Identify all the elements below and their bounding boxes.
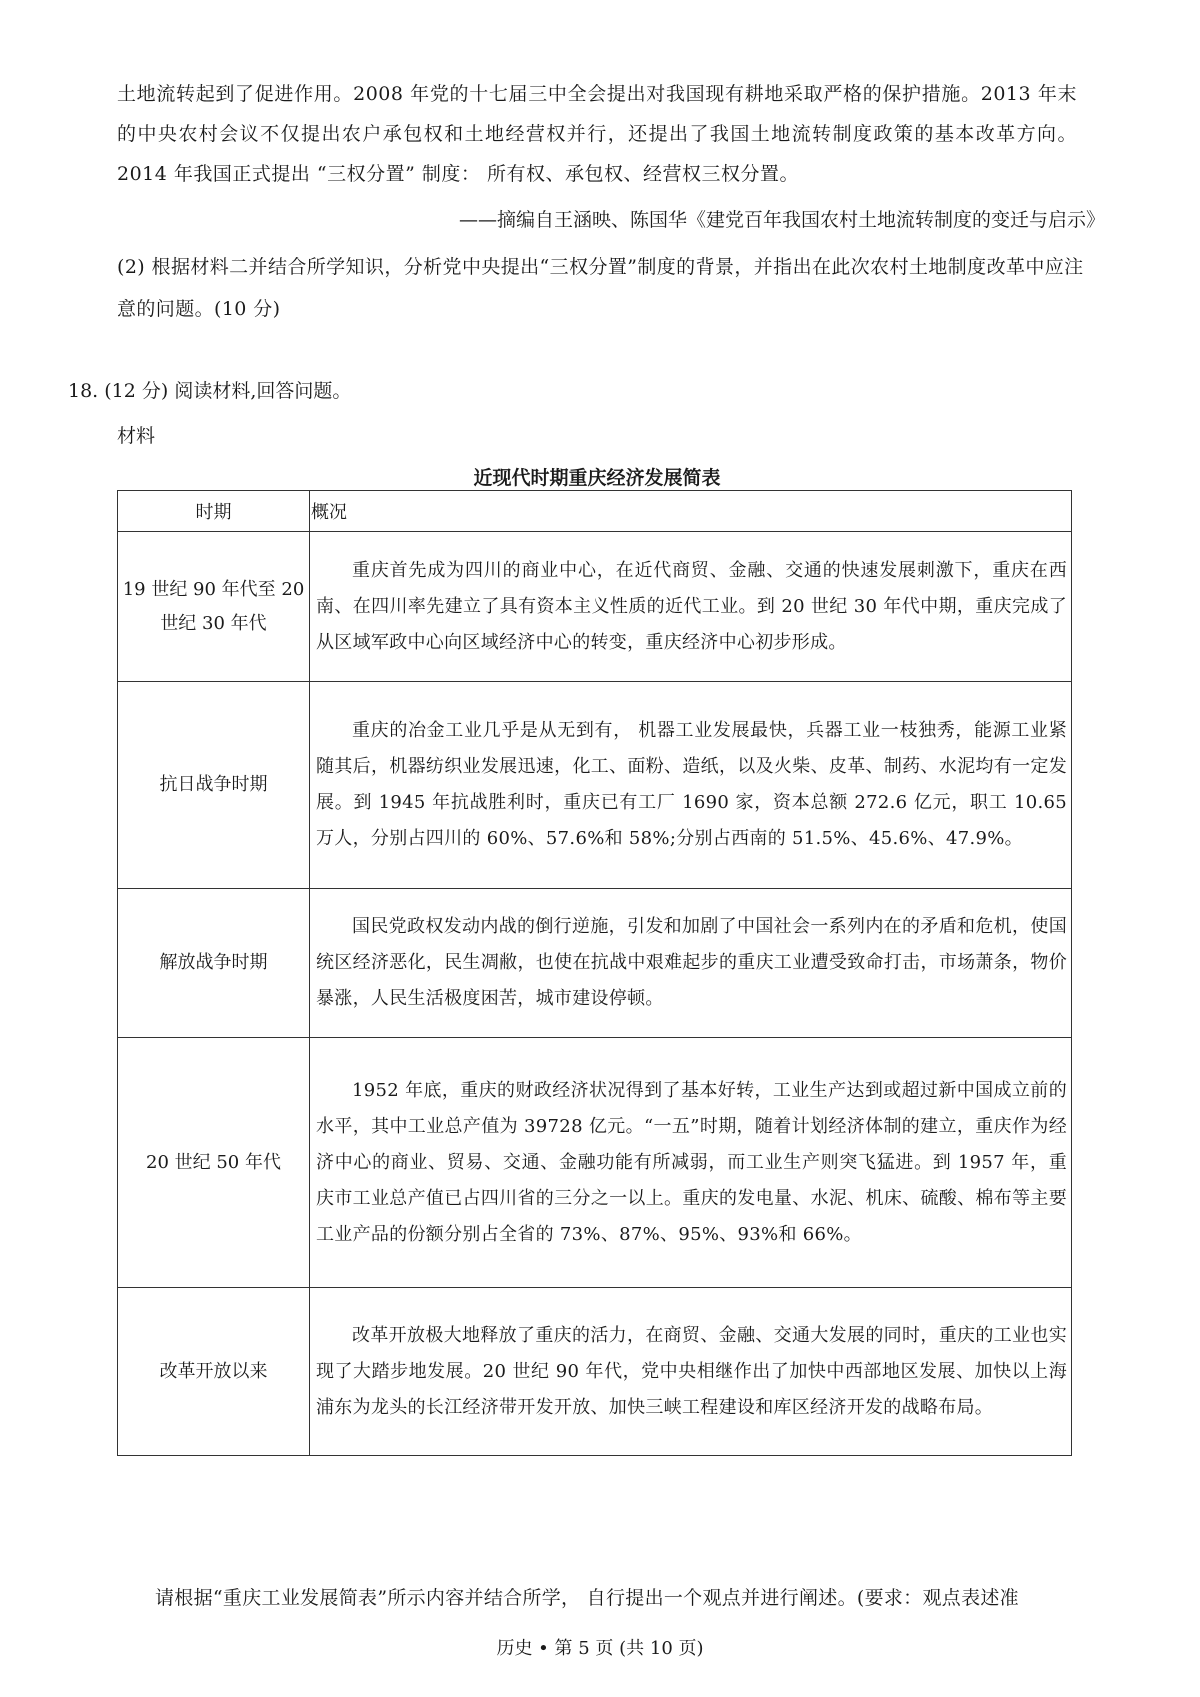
table-header-row — [118, 491, 1072, 532]
period-cell: 19 世纪 90 年代至 20 世纪 30 年代 — [118, 532, 310, 682]
period-cell: 抗日战争时期 — [118, 682, 310, 889]
overview-cell: 国民党政权发动内战的倒行逆施，引发和加剧了中国社会一系列内在的矛盾和危机，使国统区经济恶化，民生凋敝，也使在抗战中艰难起步的重庆工业遭受致命打击，市场萧条，物价暴涨，人民生活极度困苦，城市建设停顿。 — [310, 889, 1072, 1038]
table-row — [118, 1038, 1072, 1288]
overview-cell: 1952 年底，重庆的财政经济状况得到了基本好转，工业生产达到或超过新中国成立前的水平，其中工业总产值为 39728 亿元。“一五”时期，随着计划经济体制的建立，重庆作为经济中心的商业、贸易、交通、金融功能有所减弱，而工业生产则突飞猛进。到 1957 年，重庆市工业总产值已占四川省的三分之一以上。重庆的发电量、水泥、机床、硫酸、棉布等主要工业产品的份额分别占全省的 73%、87%、95%、93%和 66%。 — [310, 1038, 1072, 1288]
period-cell: 解放战争时期 — [118, 889, 310, 1038]
table-row — [118, 889, 1072, 1038]
column-header-period: 时期 — [118, 491, 310, 532]
economy-table — [117, 490, 1072, 1456]
closing-instruction: 请根据“重庆工业发展简表”所示内容并结合所学， 自行提出一个观点并进行阐述。(要求：观点表述准 — [155, 1587, 1019, 1609]
column-header-overview: 概况 — [310, 491, 1072, 532]
table-row — [118, 532, 1072, 682]
overview-cell: 重庆的冶金工业几乎是从无到有， 机器工业发展最快，兵器工业一枝独秀，能源工业紧随其后，机器纺织业发展迅速，化工、面粉、造纸，以及火柴、皮革、制药、水泥均有一定发展。到 1945 年抗战胜利时，重庆已有工厂 1690 家，资本总额 272.6 亿元，职工 10.65 万人，分别占四川的 60%、57.6%和 58%;分别占西南的 51.5%、45.6%、47.9%。 — [310, 682, 1072, 889]
overview-cell: 重庆首先成为四川的商业中心，在近代商贸、金融、交通的快速发展刺激下，重庆在西南、在四川率先建立了具有资本主义性质的近代工业。到 20 世纪 30 年代中期，重庆完成了从区域军政中心向区域经济中心的转变，重庆经济中心初步形成。 — [310, 532, 1072, 682]
table-row — [118, 682, 1072, 889]
material-label: 材料 — [117, 425, 156, 447]
question-18-heading: 18. (12 分) 阅读材料,回答问题。 — [68, 380, 352, 402]
question-2: (2) 根据材料二并结合所学知识，分析党中央提出“三权分置”制度的背景，并指出在此次农村土地制度改革中应注意的问题。(10 分) — [117, 256, 1084, 320]
period-cell: 改革开放以来 — [118, 1288, 310, 1456]
material-two-text: 土地流转起到了促进作用。2008 年党的十七届三中全会提出对我国现有耕地采取严格的保护措施。2013 年末的中央农村会议不仅提出农户承包权和土地经营权并行，还提出了我国土地流转制度政策的基本改革方向。2014 年我国正式提出 “三权分置” 制度： 所有权、承包权、经营权三权分置。 — [117, 83, 1077, 185]
table-row — [118, 1288, 1072, 1456]
page-footer: 历史 • 第 5 页 (共 10 页) — [496, 1638, 704, 1659]
overview-cell: 改革开放极大地释放了重庆的活力，在商贸、金融、交通大发展的同时，重庆的工业也实现了大踏步地发展。20 世纪 90 年代，党中央相继作出了加快中西部地区发展、加快以上海浦东为龙头的长江经济带开发开放、加快三峡工程建设和库区经济开发的战略布局。 — [310, 1288, 1072, 1456]
table-title: 近现代时期重庆经济发展简表 — [473, 467, 721, 489]
material-two-source: ——摘编自王涵映、陈国华《建党百年我国农村土地流转制度的变迁与启示》 — [458, 209, 1105, 231]
period-cell: 20 世纪 50 年代 — [118, 1038, 310, 1288]
